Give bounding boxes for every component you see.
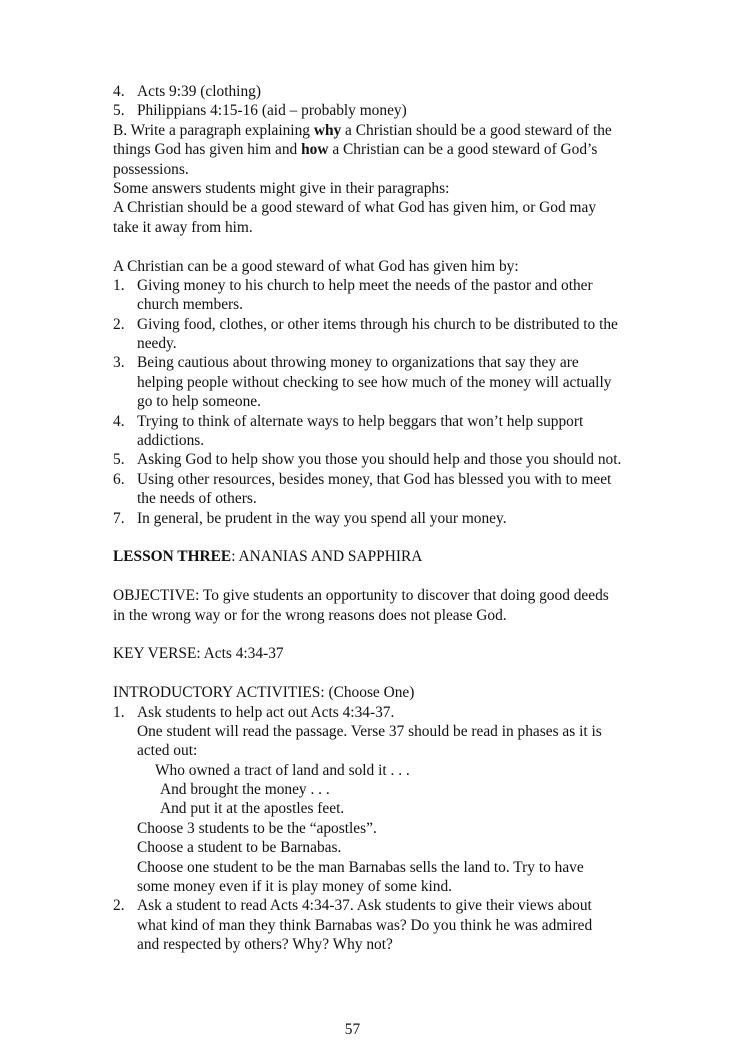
paragraph-line (113, 121, 633, 140)
list-item-line (113, 470, 633, 489)
item-number: 4. (113, 83, 125, 100)
text: a Christian should be a good steward of the (341, 121, 612, 139)
item-text: Using other resources, besides money, that God has blessed you with to meet (137, 470, 612, 488)
item-text: Giving money to his church to help meet the needs of the pastor and other (137, 276, 593, 294)
item-text: helping people without checking to see how much of the money will actually (137, 373, 612, 391)
item-text: addictions. (137, 432, 205, 450)
key-verse: KEY VERSE: Acts 4:34-37 (113, 645, 284, 663)
item-number: 2. (113, 315, 125, 333)
item-number: 5. (113, 102, 125, 120)
steward-list (113, 276, 633, 528)
bold-text: why (313, 121, 342, 139)
item-number: 2. (113, 897, 125, 915)
item-text: In general, be prudent in the way you spend all your money. (137, 509, 507, 527)
item-number: 5. (113, 451, 125, 469)
item-text: Ask students to help act out Acts 4:34-37. (137, 703, 395, 721)
item-text: Philippians 4:15-16 (aid – probably money) (137, 102, 407, 120)
list-item-line (113, 392, 633, 411)
item-text: Giving food, clothes, or other items through his church to be distributed to the (137, 315, 618, 333)
item-text: Being cautious about throwing money to organizations that say they are (137, 354, 579, 372)
activity-item (113, 703, 633, 722)
quote-line: Who owned a tract of land and sold it . . . (155, 761, 410, 779)
item-text: Asking God to help show you those you should help and those you should not. (137, 451, 622, 469)
list-item-line (113, 509, 633, 528)
list-item-line (113, 373, 633, 392)
lesson-title: : ANANIAS AND SAPPHIRA (231, 548, 423, 566)
list-item-line (113, 450, 633, 469)
list-item-line (113, 315, 633, 334)
item-text: Acts 9:39 (clothing) (137, 83, 261, 100)
lesson-heading (113, 547, 633, 566)
list-item (113, 82, 633, 101)
list-item-line (113, 334, 633, 353)
activity-line: Choose a student to be Barnabas. (137, 839, 342, 857)
item-number: 4. (113, 412, 125, 430)
paragraph-line: Some answers students might give in their paragraphs: (113, 179, 450, 197)
item-text: Trying to think of alternate ways to help beggars that won’t help support (137, 412, 584, 430)
activity-line: One student will read the passage. Verse 37 should be read in phases as it is (137, 722, 602, 740)
activity-line: acted out: (137, 742, 198, 760)
text: a Christian can be a good steward of God’s (328, 141, 598, 159)
item-number: 1. (113, 276, 125, 294)
item-number: 3. (113, 354, 125, 372)
list-item-line (113, 295, 633, 314)
activity-line: Choose 3 students to be the “apostles”. (137, 819, 377, 837)
paragraph-line: possessions. (113, 160, 189, 178)
activity-line: some money even if it is play money of some kind. (137, 878, 453, 896)
objective-line: in the wrong way or for the wrong reasons does not please God. (113, 606, 507, 624)
paragraph-line: A Christian should be a good steward of what God has given him, or God may (113, 199, 597, 217)
item-number: 7. (113, 509, 125, 527)
item-text: the needs of others. (137, 490, 257, 508)
activity-line: what kind of man they think Barnabas was? Do you think he was admired (137, 916, 593, 934)
item-text: Ask a student to read Acts 4:34-37. Ask students to give their views about (137, 897, 592, 915)
list-item-line (113, 412, 633, 431)
text: B. Write a paragraph explaining (113, 121, 314, 139)
quote-line: And put it at the apostles feet. (160, 800, 345, 818)
objective-line: OBJECTIVE: To give students an opportunity to discover that doing good deeds (113, 587, 609, 605)
quote-line: And brought the money . . . (160, 781, 330, 799)
item-number: 1. (113, 703, 125, 721)
activity-line: Choose one student to be the man Barnabas sells the land to. Try to have (137, 858, 584, 876)
bold-text: how (301, 141, 329, 159)
item-text: needy. (137, 335, 177, 353)
item-text: church members. (137, 296, 243, 314)
activity-line: and respected by others? Why? Why not? (137, 936, 393, 954)
paragraph-line: A Christian can be a good steward of what God has given him by: (113, 257, 519, 275)
list-item-line (113, 276, 633, 295)
text: things God has given him and (113, 141, 302, 159)
activity-item (113, 896, 633, 915)
document-body (113, 82, 633, 955)
list-item (113, 101, 633, 120)
lesson-label: LESSON THREE (113, 548, 232, 566)
list-item-line (113, 489, 633, 508)
intro-heading: INTRODUCTORY ACTIVITIES: (Choose One) (113, 684, 415, 702)
paragraph-line: take it away from him. (113, 218, 253, 236)
item-text: go to help someone. (137, 393, 261, 411)
list-item-line (113, 431, 633, 450)
list-item-line (113, 353, 633, 372)
page-number: 57 (344, 1021, 361, 1038)
paragraph-line (113, 140, 633, 159)
item-number: 6. (113, 470, 125, 488)
